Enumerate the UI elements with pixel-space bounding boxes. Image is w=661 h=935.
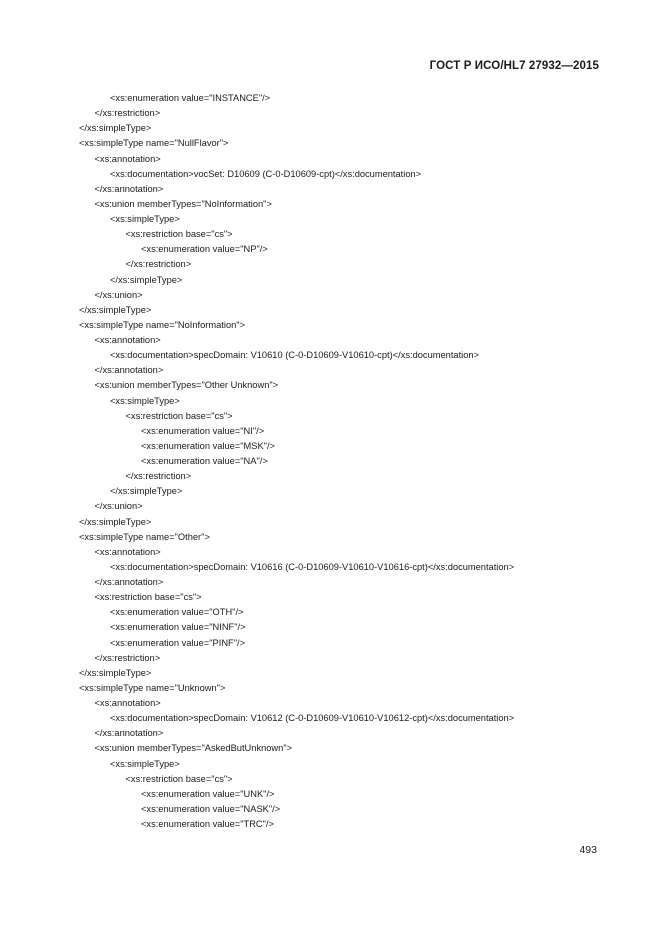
code-line: </xs:simpleType> bbox=[79, 516, 152, 527]
code-line: </xs:restriction> bbox=[125, 259, 192, 270]
code-line: <xs:enumeration value="NI"/> bbox=[141, 425, 265, 436]
code-line: <xs:simpleType name="Unknown"> bbox=[79, 682, 226, 693]
code-line: <xs:enumeration value="UNK"/> bbox=[141, 788, 275, 799]
code-line: </xs:simpleType> bbox=[110, 274, 183, 285]
code-line: <xs:simpleType name="Other"> bbox=[79, 531, 210, 542]
code-line: <xs:union memberTypes="AskedButUnknown"> bbox=[94, 743, 293, 754]
code-line: </xs:union> bbox=[94, 501, 143, 512]
code-line: <xs:simpleType name="NoInformation"> bbox=[79, 319, 246, 330]
xml-code-listing bbox=[79, 91, 599, 832]
code-line: <xs:enumeration value="OTH"/> bbox=[110, 607, 244, 618]
code-line: <xs:enumeration value="NP"/> bbox=[141, 244, 268, 255]
code-line: <xs:annotation> bbox=[94, 153, 161, 164]
code-line: </xs:simpleType> bbox=[79, 304, 152, 315]
code-line: <xs:restriction base="cs"> bbox=[94, 592, 202, 603]
code-line: </xs:simpleType> bbox=[110, 486, 183, 497]
code-line: </xs:annotation> bbox=[94, 577, 164, 587]
code-line: <xs:enumeration value="INSTANCE"/> bbox=[110, 93, 271, 103]
code-line: <xs:simpleType> bbox=[110, 758, 180, 769]
code-line: <xs:restriction base="cs"> bbox=[125, 229, 233, 240]
code-line: <xs:annotation> bbox=[94, 335, 161, 345]
code-line: </xs:restriction> bbox=[94, 108, 161, 119]
code-line: </xs:annotation> bbox=[94, 728, 164, 739]
code-line: <xs:documentation>vocSet: D10609 (C-0-D10609-cpt)</xs:documentation> bbox=[110, 168, 422, 179]
code-line: <xs:enumeration value="NASK"/> bbox=[141, 803, 281, 814]
code-line: <xs:enumeration value="NA"/> bbox=[141, 456, 268, 466]
code-line: <xs:annotation> bbox=[94, 546, 161, 557]
code-line: <xs:simpleType> bbox=[110, 214, 180, 224]
code-line: <xs:enumeration value="TRC"/> bbox=[141, 819, 274, 829]
code-line: <xs:union memberTypes="NoInformation"> bbox=[94, 198, 272, 209]
code-line: <xs:simpleType name="NullFlavor"> bbox=[79, 138, 229, 149]
code-line: <xs:restriction base="cs"> bbox=[125, 773, 233, 784]
code-line: </xs:simpleType> bbox=[79, 667, 152, 678]
code-line: <xs:simpleType> bbox=[110, 395, 180, 406]
page-number: 493 bbox=[579, 844, 597, 856]
code-line: <xs:enumeration value="PINF"/> bbox=[110, 637, 246, 648]
code-line: <xs:restriction base="cs"> bbox=[125, 410, 233, 421]
code-line: </xs:restriction> bbox=[125, 471, 192, 482]
code-line: </xs:annotation> bbox=[94, 365, 164, 376]
code-line: <xs:enumeration value="NINF"/> bbox=[110, 622, 246, 633]
code-line: <xs:documentation>specDomain: V10612 (C-0-D10609-V10610-V10612-cpt)</xs:documentation> bbox=[110, 713, 515, 724]
code-line: <xs:documentation>specDomain: V10610 (C-0-D10609-V10610-cpt)</xs:documentation> bbox=[110, 350, 479, 361]
code-line: <xs:annotation> bbox=[94, 698, 161, 708]
code-line: </xs:union> bbox=[94, 289, 143, 300]
document-header: ГОСТ Р ИСО/HL7 27932—2015 bbox=[429, 60, 599, 72]
code-line: </xs:simpleType> bbox=[79, 123, 152, 134]
code-line: <xs:union memberTypes="Other Unknown"> bbox=[94, 380, 279, 391]
code-line: </xs:annotation> bbox=[94, 183, 164, 194]
code-line: <xs:documentation>specDomain: V10616 (C-0-D10609-V10610-V10616-cpt)</xs:documentation> bbox=[110, 561, 515, 572]
code-line: <xs:enumeration value="MSK"/> bbox=[141, 440, 275, 451]
code-line: </xs:restriction> bbox=[94, 652, 161, 663]
